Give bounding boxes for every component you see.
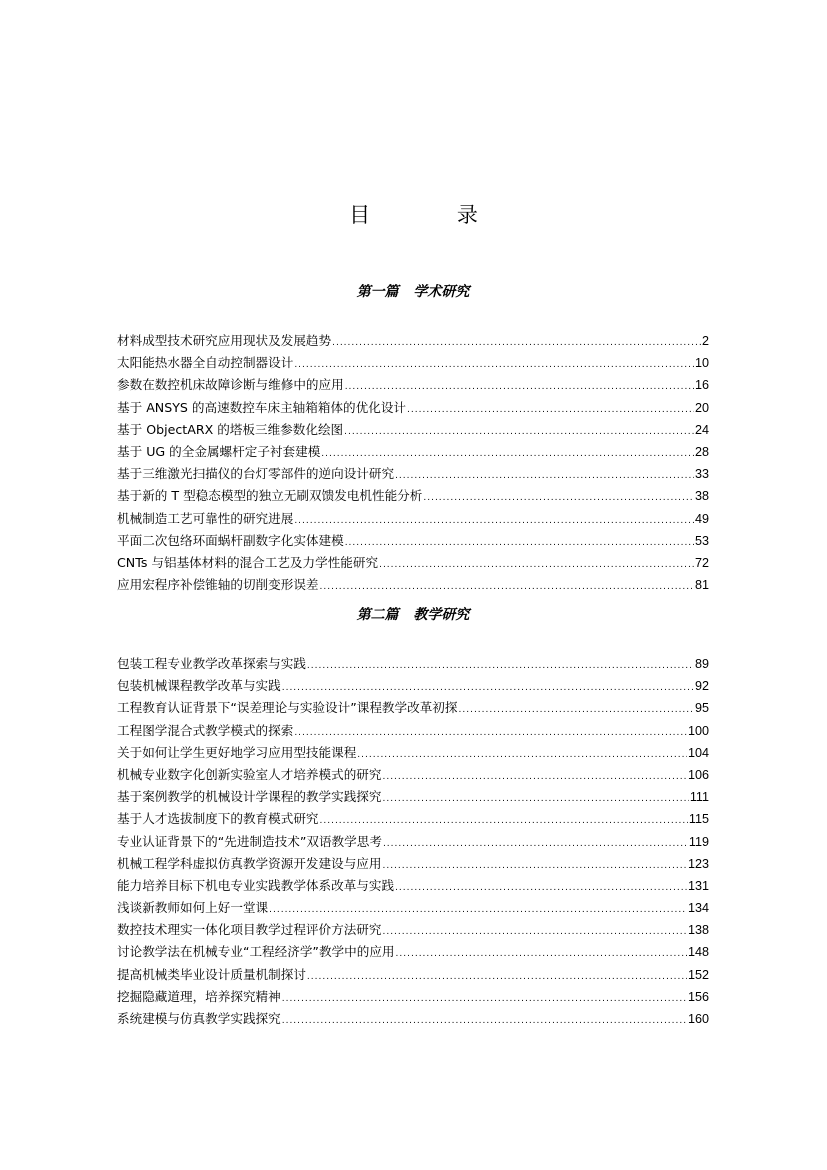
toc-entry-title: 工程图学混合式教学模式的探索 xyxy=(117,722,294,738)
toc-entry-title: 讨论教学法在机械专业“工程经济学”教学中的应用 xyxy=(117,944,395,960)
toc-entry-page: 2 xyxy=(701,334,709,348)
toc-entry-title: 材料成型技术研究应用现状及发展趋势 xyxy=(117,333,332,348)
toc-entry[interactable] xyxy=(117,463,709,485)
toc-list xyxy=(117,653,709,1030)
toc-entry[interactable] xyxy=(117,1008,709,1030)
toc-dot-leader xyxy=(382,788,688,810)
toc-entry-page: 106 xyxy=(687,767,709,782)
toc-dot-leader xyxy=(459,699,694,721)
toc-entry[interactable] xyxy=(117,330,709,352)
toc-entry[interactable] xyxy=(117,875,709,897)
toc-entry[interactable] xyxy=(117,574,709,596)
toc-entry[interactable] xyxy=(117,897,709,919)
toc-entry-page: 38 xyxy=(694,489,709,504)
toc-entry[interactable] xyxy=(117,653,709,675)
toc-entry-page: 160 xyxy=(687,1012,709,1026)
toc-entry-title: 机械专业数字化创新实验室人才培养模式的研究 xyxy=(117,766,382,782)
toc-dot-leader xyxy=(282,1010,687,1032)
toc-dot-leader xyxy=(345,532,694,554)
toc-entry-page: 49 xyxy=(694,511,709,526)
toc-entry-title: 基于三维激光扫描仪的台灯零部件的逆向设计研究 xyxy=(117,466,395,482)
toc-entry[interactable] xyxy=(117,374,709,396)
toc-dot-leader xyxy=(382,855,687,877)
toc-entry-title: 提高机械类毕业设计质量机制探讨 xyxy=(117,966,306,982)
toc-entry-page: 81 xyxy=(694,578,709,593)
toc-entry-page: 33 xyxy=(694,467,709,482)
toc-entry-page: 89 xyxy=(694,657,709,671)
toc-dot-leader xyxy=(395,877,687,899)
toc-dot-leader xyxy=(320,810,688,832)
toc-entry[interactable] xyxy=(117,831,709,853)
toc-entry-title: 关于如何让学生更好地学习应用型技能课程 xyxy=(117,744,357,760)
toc-entry[interactable] xyxy=(117,941,709,963)
toc-entry-title: 系统建模与仿真教学实践探究 xyxy=(117,1011,281,1026)
toc-entry[interactable] xyxy=(117,508,709,530)
section-heading: 第一篇 学术研究 xyxy=(356,284,470,300)
toc-dot-leader xyxy=(282,677,694,699)
toc-dot-leader xyxy=(383,833,688,855)
toc-entry-title: 基于案例教学的机械设计学课程的教学实践探究 xyxy=(117,789,382,805)
toc-entry-title: 基于新的 T 型稳态模型的独立无刷双馈发电机性能分析 xyxy=(117,488,423,504)
toc-dot-leader xyxy=(345,376,694,398)
toc-entry[interactable] xyxy=(117,764,709,786)
toc-dot-leader xyxy=(294,722,687,744)
toc-entry-page: 53 xyxy=(694,533,709,548)
toc-entry-page: 134 xyxy=(687,901,709,916)
toc-entry-title: 包装机械课程教学改革与实践 xyxy=(117,678,281,694)
toc-entry-page: 10 xyxy=(694,356,709,371)
toc-entry[interactable] xyxy=(117,485,709,507)
toc-entry-title: 应用宏程序补偿锥轴的切削变形误差 xyxy=(117,577,319,593)
toc-entry-title: 基于人才选拔制度下的教育模式研究 xyxy=(117,811,319,827)
toc-entry-title: 数控技术理实一体化项目教学过程评价方法研究 xyxy=(117,922,382,938)
toc-entry-page: 24 xyxy=(694,422,709,437)
toc-dot-leader xyxy=(407,399,694,421)
toc-entry-page: 111 xyxy=(689,790,709,805)
toc-entry-title: 工程教育认证背景下“误差理论与实验设计”课程教学改革初探 xyxy=(117,700,458,716)
toc-section-academic xyxy=(117,281,709,596)
toc-entry[interactable] xyxy=(117,786,709,808)
toc-dot-leader xyxy=(382,766,687,788)
toc-entry-page: 100 xyxy=(687,723,709,738)
toc-entry[interactable] xyxy=(117,552,709,574)
toc-dot-leader xyxy=(294,354,694,376)
toc-entry-page: 92 xyxy=(694,679,709,694)
toc-entry-page: 148 xyxy=(687,945,709,960)
toc-entry-page: 131 xyxy=(687,878,709,893)
toc-dot-leader xyxy=(382,921,687,943)
toc-entry-title: 基于 UG 的全金属螺杆定子衬套建模 xyxy=(117,443,321,459)
toc-entry[interactable] xyxy=(117,397,709,419)
toc-entry[interactable] xyxy=(117,675,709,697)
toc-entry-page: 119 xyxy=(688,834,709,849)
toc-entry-page: 123 xyxy=(687,856,709,871)
toc-entry-title: 能力培养目标下机电专业实践教学体系改革与实践 xyxy=(117,877,395,893)
toc-dot-leader xyxy=(357,744,687,766)
toc-entry-title: 挖掘隐藏道理，培养探究精神 xyxy=(117,988,281,1004)
toc-entry-title: 机械制造工艺可靠性的研究进展 xyxy=(117,510,294,526)
toc-entry[interactable] xyxy=(117,697,709,719)
toc-entry[interactable] xyxy=(117,419,709,441)
toc-entry[interactable] xyxy=(117,441,709,463)
toc-section-teaching xyxy=(117,604,709,1030)
toc-dot-leader xyxy=(379,554,694,576)
toc-entry[interactable] xyxy=(117,720,709,742)
toc-entry[interactable] xyxy=(117,742,709,764)
toc-dot-leader xyxy=(294,510,694,532)
toc-entry-page: 138 xyxy=(687,923,709,938)
toc-dot-leader xyxy=(332,332,701,354)
toc-dot-leader xyxy=(396,943,687,965)
toc-entry-page: 95 xyxy=(694,701,709,716)
toc-entry-page: 20 xyxy=(694,400,709,415)
toc-dot-leader xyxy=(307,655,694,677)
toc-entry-title: 平面二次包络环面蜗杆副数字化实体建模 xyxy=(117,532,344,548)
toc-entry[interactable] xyxy=(117,964,709,986)
toc-entry-page: 104 xyxy=(687,745,709,760)
toc-entry[interactable] xyxy=(117,986,709,1008)
toc-entry-title: 机械工程学科虚拟仿真教学资源开发建设与应用 xyxy=(117,855,382,871)
toc-entry-page: 72 xyxy=(694,555,709,570)
toc-entry-title: CNTs 与铝基体材料的混合工艺及力学性能研究 xyxy=(117,554,379,570)
toc-entry-title: 包装工程专业教学改革探索与实践 xyxy=(117,656,306,671)
toc-entry[interactable] xyxy=(117,808,709,830)
toc-entry-title: 浅谈新教师如何上好一堂课 xyxy=(117,900,269,916)
toc-entry-page: 16 xyxy=(694,378,709,393)
toc-entry-title: 专业认证背景下的“先进制造技术”双语教学思考 xyxy=(117,833,382,849)
section-heading: 第二篇 教学研究 xyxy=(356,607,470,623)
toc-dot-leader xyxy=(321,443,694,465)
toc-entry-title: 参数在数控机床故障诊断与维修中的应用 xyxy=(117,377,344,393)
toc-list xyxy=(117,330,709,596)
toc-dot-leader xyxy=(269,899,687,921)
toc-entry-title: 太阳能热水器全自动控制器设计 xyxy=(117,355,294,371)
toc-entry-page: 115 xyxy=(688,812,709,827)
toc-dot-leader xyxy=(282,988,687,1010)
toc-dot-leader xyxy=(320,576,694,598)
page-title: 目 录 xyxy=(349,203,518,227)
toc-dot-leader xyxy=(307,966,687,988)
toc-entry-page: 156 xyxy=(687,989,709,1004)
toc-entry-page: 28 xyxy=(694,444,709,459)
toc-entry[interactable] xyxy=(117,352,709,374)
toc-entry-title: 基于 ObjectARX 的塔板三维参数化绘图 xyxy=(117,421,344,437)
toc-entry[interactable] xyxy=(117,853,709,875)
toc-dot-leader xyxy=(344,421,694,443)
toc-entry-page: 152 xyxy=(687,967,709,982)
toc-entry[interactable] xyxy=(117,530,709,552)
toc-dot-leader xyxy=(395,465,694,487)
toc-entry-title: 基于 ANSYS 的高速数控车床主轴箱箱体的优化设计 xyxy=(117,399,407,415)
toc-entry[interactable] xyxy=(117,919,709,941)
toc-dot-leader xyxy=(423,487,694,509)
